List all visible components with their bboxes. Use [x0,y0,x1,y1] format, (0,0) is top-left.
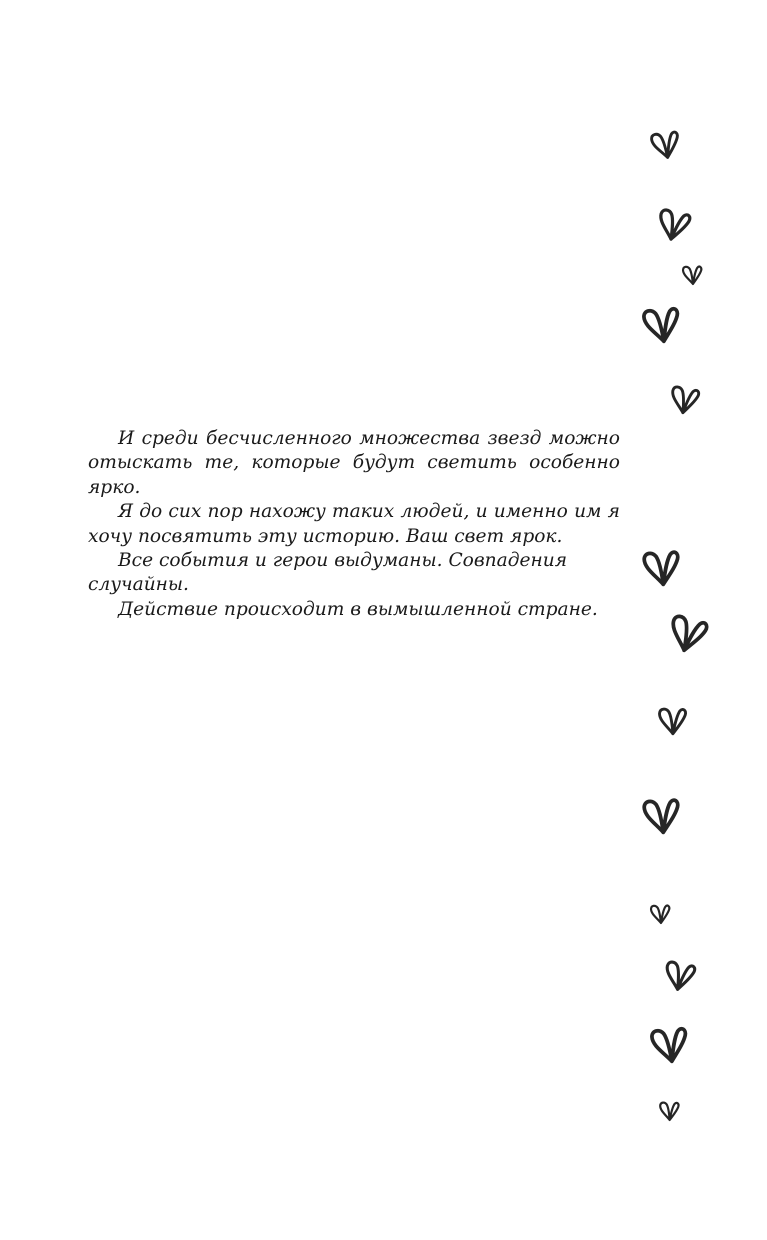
heart-icon [679,262,705,288]
heart-icon [661,608,714,659]
heart-icon [659,956,699,996]
heart-icon [635,543,687,593]
heart-icon [652,204,695,247]
dedication-paragraph-1: И среди бесчисленного множества звезд можно отыскать те, которые будут светить особенно ярко. [88,428,620,498]
dedication-paragraph-4: Действие происходит в вымышленной стране. [118,598,598,620]
heart-icon [635,791,687,841]
heart-icon [643,1019,696,1070]
heart-icon [666,382,703,419]
heart-icon [647,901,673,927]
dedication-paragraph-2: Я до сих пор нахожу таких людей, и именно им я хочу посвятить эту историю. Ваш свет ярок. [88,501,620,547]
heart-icon [656,1098,682,1124]
heart-icon [654,703,690,739]
heart-icon [645,125,685,165]
dedication-paragraph-3: Все события и герои выдуманы. Совпадения случайны. [88,550,568,596]
heart-icon [635,299,688,350]
dedication-text [88,427,620,622]
